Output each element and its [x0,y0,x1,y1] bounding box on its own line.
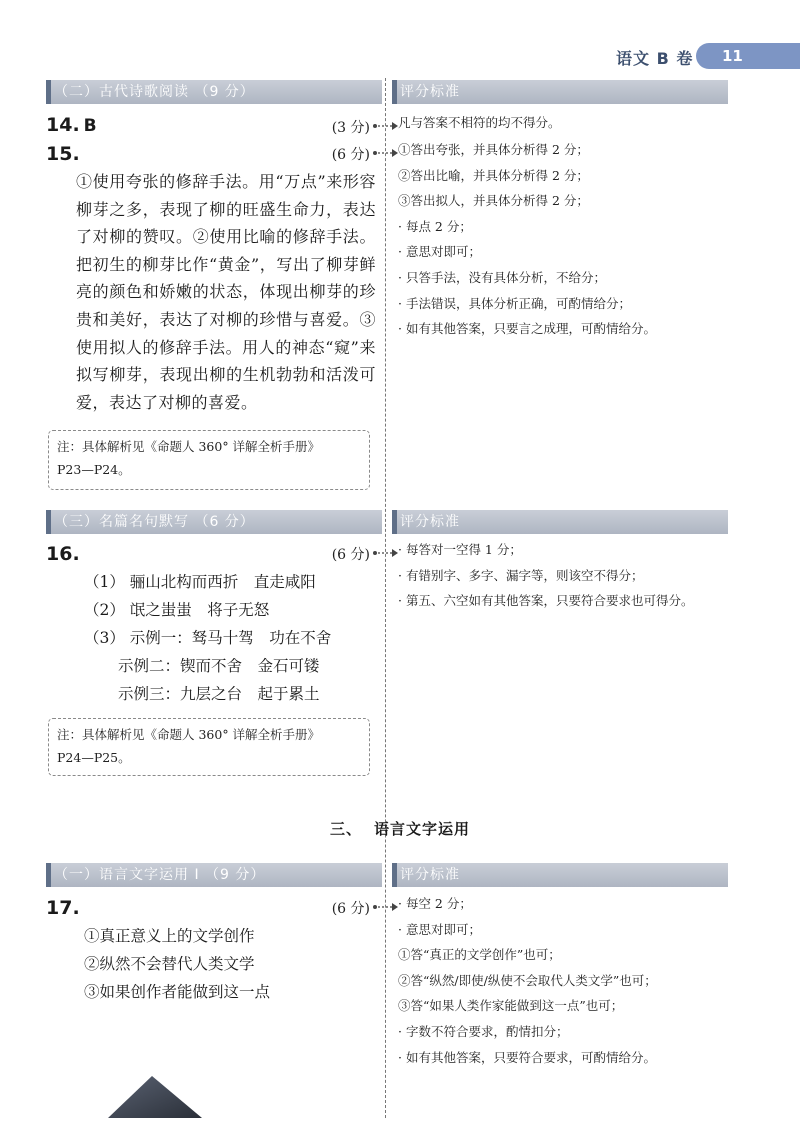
section-banner-poetry: （二）古代诗歌阅读 （9 分） [46,80,382,104]
q14-row [46,114,97,136]
criteria-item: ②答“纵然/即使/纵使不会取代人类文学”也可； [398,972,657,988]
q17-number: 17. [46,897,80,919]
q17-answer-line: ③如果创作者能做到这一点 [84,983,271,1001]
q14-number: 14. [46,114,80,136]
note-text: P23—P24。 [57,462,131,477]
q16-answer-line: （2） 氓之蚩蚩 将子无怒 [84,601,270,619]
q15-number: 15. [46,143,80,165]
criteria-item: · 每空 2 分； [398,896,472,911]
q17-criteria [398,891,728,1070]
page-number-tab: 11 [696,43,800,69]
column-divider [385,78,386,1118]
q14-arrow-icon [372,120,398,132]
corner-triangle-decoration [108,1072,204,1120]
criteria-item: · 每点 2 分； [398,218,472,234]
q14-criteria [398,110,728,136]
criteria-item: 凡与答案不相符的均不得分。 [398,115,561,130]
criteria-item: ③答“如果人类作家能做到这一点”也可； [398,998,624,1014]
note-text: P24—P25。 [57,750,131,765]
q16-answer-line: （1） 骊山北构而西折 直走咸阳 [84,573,316,591]
note-box-poetry [48,430,370,490]
criteria-item: · 只答手法，没有具体分析，不给分； [398,269,606,285]
q16-answer-line: （3） 示例一：驽马十驾 功在不舍 [84,629,332,647]
criteria-item: ①答“真正的文学创作”也可； [398,947,561,963]
q17-arrow-icon [372,901,398,913]
criteria-item: · 有错别字、多字、漏字等，则该空不得分； [398,567,644,583]
q16-criteria [398,537,728,614]
q16-arrow-icon [372,547,398,559]
q17-answer-line: ②纵然不会替代人类文学 [84,955,255,973]
q16-answer-line: 示例三：九层之台 起于累土 [118,685,320,703]
q16-number: 16. [46,543,80,565]
section-banner-language: （一）语言文字运用 I （9 分） [46,863,382,887]
note-text: 注：具体解析见《命题人 360° 详解全析手册》 [57,727,321,742]
criteria-item: ②答出比喻，并具体分析得 2 分； [398,167,589,183]
q15-answer-text: ①使用夸张的修辞手法。用“万点”来形容柳芽之多，表现了柳的旺盛生命力，表达了对柳的赞叹。②使用比喻的修辞手法。把初生的柳芽比作“黄金”，写出了柳芽鲜亮的颜色和娇嫩的状态，体现出柳芽的珍贵和美好，表达了对柳的珍惜与喜爱。③使用拟人的修辞手法。用人的神态“窥”来拟写柳芽，表现出柳的生机勃勃和活泼可爱，表达了对柳的喜爱。 [76,172,376,412]
criteria-item: · 如有其他答案，只要符合要求，可酌情给分。 [398,1049,656,1065]
criteria-item: ③答出拟人，并具体分析得 2 分； [398,193,589,209]
criteria-banner-language: 评分标准 [392,863,728,887]
q15-score: (6 分) [331,147,370,163]
criteria-item: · 每答对一空得 1 分； [398,542,522,557]
criteria-item: ①答出夸张，并具体分析得 2 分； [398,142,589,157]
q15-criteria [398,137,728,342]
criteria-item: · 如有其他答案，只要言之成理，可酌情给分。 [398,321,656,337]
criteria-item: · 意思对即可； [398,244,481,260]
criteria-item: · 手法错误，具体分析正确，可酌情给分； [398,295,631,311]
note-box-recitation [48,718,370,776]
criteria-item: · 意思对即可； [398,921,481,937]
q15-arrow-icon [372,147,398,159]
criteria-item: · 字数不符合要求，酌情扣分； [398,1023,569,1039]
q17-answer-line: ①真正意义上的文学创作 [84,927,255,945]
q14-score: (3 分) [331,120,370,136]
q16-score: (6 分) [331,547,370,563]
section-banner-recitation: （三）名篇名句默写 （6 分） [46,510,382,534]
criteria-banner-recitation: 评分标准 [392,510,728,534]
section-title [0,818,800,839]
note-text: 注：具体解析见《命题人 360° 详解全析手册》 [57,439,321,454]
q14-answer: B [83,116,97,136]
q17-score: (6 分) [331,901,370,917]
criteria-banner-poetry: 评分标准 [392,80,728,104]
q16-answer-line: 示例二：锲而不舍 金石可镂 [118,657,320,675]
criteria-item: · 第五、六空如有其他答案，只要符合要求也可得分。 [398,593,694,609]
header-title: 语文 B 卷 [616,49,694,68]
section-title-text: 语言文字运用 [374,820,471,838]
section-title-number: 三、 [329,820,362,838]
